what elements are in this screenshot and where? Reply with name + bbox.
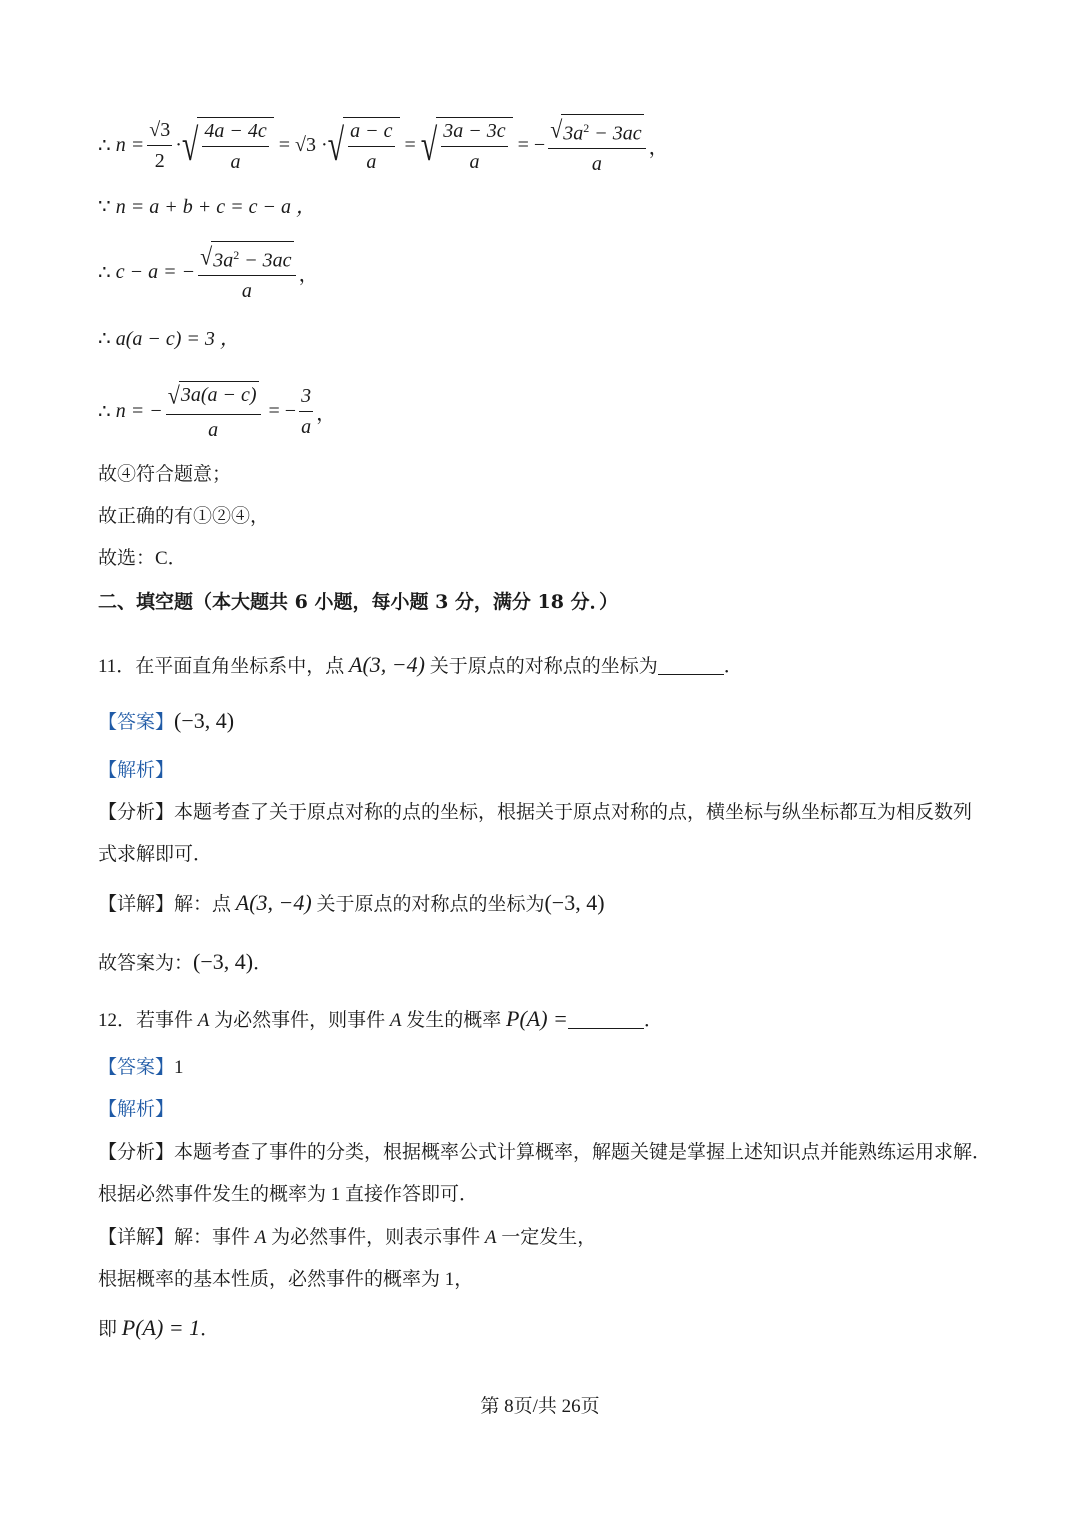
event-variable: A	[197, 1010, 210, 1031]
comma: ，	[316, 402, 337, 425]
fraction-denominator: a	[301, 415, 312, 438]
conclusion-line: 故④符合题意；	[98, 464, 232, 485]
equation-line-4	[98, 326, 240, 352]
fraction-numerator: 3a − 3c	[441, 119, 507, 147]
period: ．	[643, 1010, 663, 1031]
result-value: (−3, 4)	[193, 949, 254, 974]
answer-line	[98, 1055, 184, 1081]
fraction	[548, 114, 645, 177]
detail-text: 【详解】解：点	[98, 894, 236, 915]
detail-text: 一定发生，	[496, 1227, 597, 1248]
fraction-denominator: a	[208, 418, 219, 441]
fraction	[202, 119, 268, 174]
question-12	[98, 1006, 663, 1034]
exponent: 2	[233, 247, 240, 262]
fraction	[441, 119, 507, 174]
correct-options-line: 故正确的有①②④，	[98, 506, 270, 527]
equals-minus: = −	[517, 133, 546, 156]
sqrt3-term: √3 ·	[295, 133, 328, 156]
point-expression: A(3, −4)	[235, 890, 312, 915]
answer-value: 1	[174, 1057, 184, 1078]
detail-line	[98, 890, 605, 918]
equals-sign: =	[404, 133, 416, 156]
probability-expression: P(A) = 1	[121, 1315, 201, 1340]
analysis-text: 式求解即可．	[98, 844, 213, 865]
period: ．	[723, 656, 743, 677]
page-footer: 第 8页/共 26页	[480, 1396, 600, 1417]
radicand: 3a(a − c)	[179, 381, 259, 411]
fraction-denominator: a	[230, 150, 241, 173]
answer-tag: 【答案】	[98, 1057, 175, 1078]
period: ．	[253, 953, 273, 974]
detail-text: 【详解】解：事件	[98, 1227, 255, 1248]
point-expression: A(3, −4)	[349, 652, 425, 677]
dot-operator: ·	[175, 133, 182, 156]
question-11	[98, 652, 743, 680]
fraction	[166, 381, 261, 442]
choice-line: 故选：C．	[98, 548, 187, 569]
detail-text: 根据概率的基本性质，必然事件的概率为 1，	[98, 1269, 474, 1290]
radicand-part: − 3ac	[589, 122, 642, 145]
radical-sign: √	[420, 119, 438, 169]
eq1-lhs: n =	[115, 133, 145, 156]
detail-text: 关于原点的对称点的坐标为	[311, 894, 545, 915]
because-symbol: ∵	[98, 196, 111, 218]
radicand-part: 3a	[563, 122, 584, 145]
event-variable: A	[254, 1227, 267, 1248]
final-answer-label: 故答案为：	[98, 953, 194, 974]
event-variable: A	[389, 1010, 402, 1031]
equation-line-2	[98, 194, 316, 220]
fraction	[299, 384, 313, 439]
sqrt	[182, 117, 274, 174]
question-text: 为必然事件，则事件	[209, 1010, 390, 1031]
fraction	[348, 119, 394, 174]
conclusion-prefix: 即	[98, 1319, 122, 1340]
equation-line-5	[98, 373, 336, 449]
fraction-numerator: √ 3a(a − c)	[166, 381, 261, 415]
therefore-symbol: ∴	[98, 328, 111, 350]
sqrt	[421, 117, 513, 174]
eq5-lhs: n = −	[115, 399, 163, 422]
analysis-text: 【分析】本题考查了关于原点对称的点的坐标，根据关于原点对称的点，横坐标与纵坐标都互为相反数列	[98, 802, 973, 823]
radicand-part: 3a	[213, 249, 234, 272]
fraction-numerator: 4a − 4c	[202, 119, 268, 147]
question-text: 11．在平面直角坐标系中，点	[98, 656, 350, 677]
therefore-symbol: ∴	[98, 134, 111, 157]
fraction-denominator: a	[469, 150, 480, 173]
analysis-tag: 【解析】	[98, 760, 175, 781]
section-heading: 二、填空题（本大题共 6 小题，每小题 3 分，满分 18 分．）	[98, 591, 619, 613]
therefore-symbol: ∴	[98, 400, 111, 423]
answer-tag: 【答案】	[98, 712, 175, 733]
question-text: 关于原点的对称点的坐标为	[424, 656, 658, 677]
fraction-denominator: 2	[154, 149, 165, 172]
sqrt	[328, 117, 400, 174]
probability-expression: P(A) =	[506, 1006, 568, 1031]
eq2-body: n = a + b + c = c − a ，	[115, 196, 316, 218]
equals-sign: =	[278, 133, 291, 156]
comma: ，	[298, 263, 319, 286]
comma: ，	[648, 136, 669, 159]
answer-line	[98, 708, 234, 736]
period: ．	[200, 1319, 220, 1340]
question-text: 12．若事件	[98, 1010, 198, 1031]
fraction-numerator: √ $3a^2 - 3ac$	[548, 114, 645, 150]
fraction-numerator: 3	[299, 384, 313, 412]
equation-line-1	[98, 107, 669, 183]
radicand-part: − 3ac	[239, 249, 292, 272]
answer-value: (−3, 4)	[174, 708, 235, 733]
analysis-tag: 【解析】	[98, 1099, 175, 1120]
fraction-denominator: a	[591, 153, 602, 176]
answer-blank	[658, 654, 724, 675]
detail-line	[98, 1225, 596, 1251]
fraction-denominator: a	[366, 150, 377, 173]
equation-line-3	[98, 234, 319, 310]
therefore-symbol: ∴	[98, 261, 111, 284]
detail-text: 为必然事件，则表示事件	[266, 1227, 485, 1248]
final-answer-line	[98, 949, 272, 977]
analysis-text: 根据必然事件发生的概率为 1 直接作答即可．	[98, 1184, 479, 1205]
fraction	[147, 118, 172, 173]
fraction-denominator: a	[241, 280, 252, 303]
eq4-body: a(a − c) = 3 ，	[115, 328, 240, 350]
question-text: 发生的概率	[401, 1010, 507, 1031]
radical-sign: √	[181, 119, 199, 169]
radical-sign: √	[327, 119, 345, 169]
event-variable: A	[484, 1227, 497, 1248]
fraction	[198, 241, 295, 304]
answer-blank	[568, 1008, 644, 1029]
exponent: 2	[583, 120, 590, 135]
equals-minus: = −	[268, 399, 297, 422]
eq3-lhs: c − a = −	[115, 260, 196, 283]
fraction-numerator: √3	[147, 118, 172, 146]
analysis-text: 【分析】本题考查了事件的分类，根据概率公式计算概率，解题关键是掌握上述知识点并能熟练运用求解．	[98, 1142, 992, 1163]
conclusion-line	[98, 1315, 219, 1343]
fraction-numerator: √ $3a^2 - 3ac$	[198, 241, 295, 277]
fraction-numerator: a − c	[348, 119, 394, 147]
result-value: (−3, 4)	[544, 890, 605, 915]
